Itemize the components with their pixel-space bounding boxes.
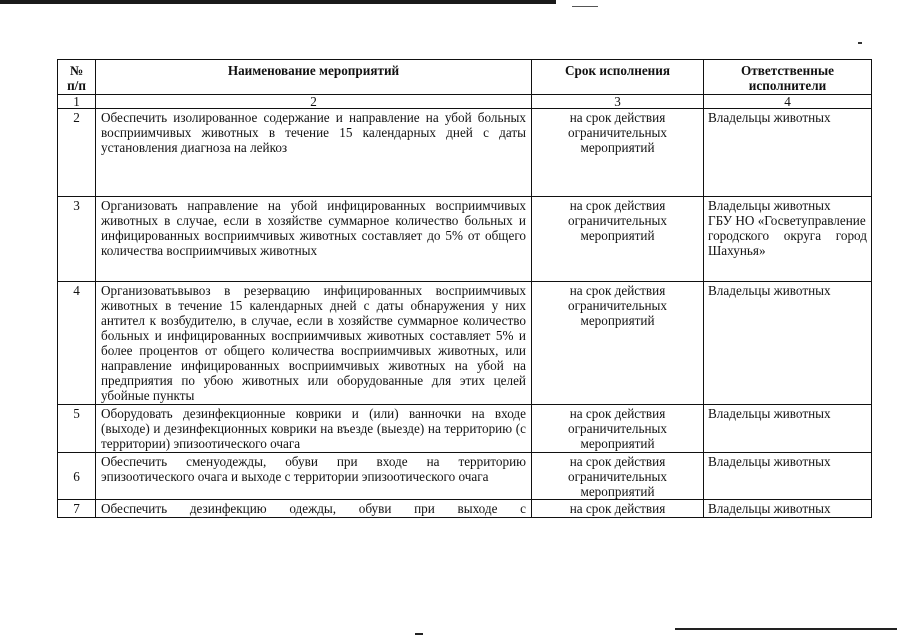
deadline-line: на срок действия [569,454,666,469]
row-measure-text: Обеспечить дезинфекцию одежды, обуви при выходе с [101,501,526,516]
responsible-line: Шахунья» [708,243,766,258]
scan-edge-top-mark [572,6,598,7]
row-number: 7 [58,500,96,518]
responsible-line: городского округа город [708,228,867,243]
deadline-line: мероприятий [580,228,655,243]
table-header-row [58,60,872,95]
row-deadline [532,109,704,197]
responsible-line: Владельцы животных [708,501,831,516]
responsible-line: Владельцы животных [708,454,831,469]
table-row [58,500,872,518]
row-measure: Обеспечить сменуодежды, обуви при входе на территорию эпизоотического очага и выходе с территории эпизоотического очага [96,453,532,500]
table-row [58,109,872,197]
table-row [58,453,872,500]
scan-edge-bottom-mark [415,633,423,635]
deadline-line: ограничительных [568,421,667,436]
responsible-line: Владельцы животных [708,198,831,213]
deadline-line: на срок действия [569,283,666,298]
row-responsible [704,197,872,282]
row-responsible [704,500,872,518]
column-number-4: 4 [704,95,872,109]
table-row [58,282,872,405]
column-number-2: 2 [96,95,532,109]
deadline-line: на срок действия [569,110,666,125]
deadline-line: мероприятий [580,140,655,155]
header-responsible [704,60,872,95]
column-number-row [58,95,872,109]
row-measure: Обеспечить изолированное содержание и направление на убой больных восприимчивых животных в течение 15 календарных дней с даты установления диагноза на лейкоз [96,109,532,197]
responsible-line: ГБУ НО «Госветуправление [708,213,866,228]
column-number-1: 1 [58,95,96,109]
deadline-line: ограничительных [568,125,667,140]
deadline-line: ограничительных [568,298,667,313]
header-responsible-line2: исполнители [748,78,827,93]
row-measure [96,500,532,518]
row-responsible [704,405,872,453]
deadline-line: мероприятий [580,436,655,451]
row-number: 3 [58,197,96,282]
deadline-line: мероприятий [580,313,655,328]
row-responsible [704,453,872,500]
row-responsible [704,282,872,405]
row-deadline [532,453,704,500]
scan-speck [858,42,862,44]
row-number: 6 [58,453,96,500]
row-measure: Организовать направление на убой инфицированных восприимчивых животных в случае, если в хозяйстве суммарное количество больных и инфицированных восприимчивых животных составляет до 5% от общего количества восприимчивых животных [96,197,532,282]
deadline-line: на срок действия [569,198,666,213]
header-num-line1: № [69,63,84,78]
row-number: 5 [58,405,96,453]
scan-edge-top [0,0,556,4]
deadline-line: ограничительных [568,213,667,228]
row-deadline [532,282,704,405]
row-measure: Оборудовать дезинфекционные коврики и (или) ванночки на входе (выходе) и дезинфекционных коврики на въезде (выезде) на территорию (с территории) эпизоотического очага [96,405,532,453]
table-row [58,405,872,453]
header-num-line2: п/п [67,78,86,93]
row-number: 4 [58,282,96,405]
deadline-line: ограничительных [568,469,667,484]
row-deadline [532,197,704,282]
row-deadline [532,500,704,518]
deadline-line: на срок действия [569,406,666,421]
row-measure: Организоватьвывоз в резервацию инфицированных восприимчивых животных в течение 15 календарных дней с даты обнаружения у них антител к возбудителю, в случае, если в хозяйстве суммарное количество больных и инфицированных восприимчивых животных составляет 5% и более процентов от общего количества восприимчивых животных, или направление инфицированных восприимчивых животных на убой на предприятия по убою животных или оборудованные для этих целей убойные пункты [96,282,532,405]
measures-table [57,59,872,518]
responsible-line: Владельцы животных [708,110,831,125]
row-deadline [532,405,704,453]
header-deadline: Срок исполнения [532,60,704,95]
column-number-3: 3 [532,95,704,109]
responsible-line: Владельцы животных [708,283,831,298]
header-name: Наименование мероприятий [96,60,532,95]
scan-edge-bottom [675,628,897,630]
table-row [58,197,872,282]
row-responsible [704,109,872,197]
deadline-line: мероприятий [580,484,655,499]
deadline-line: на срок действия [569,501,666,516]
row-number: 2 [58,109,96,197]
header-responsible-line1: Ответственные [740,63,834,78]
header-num [58,60,96,95]
responsible-line: Владельцы животных [708,406,831,421]
